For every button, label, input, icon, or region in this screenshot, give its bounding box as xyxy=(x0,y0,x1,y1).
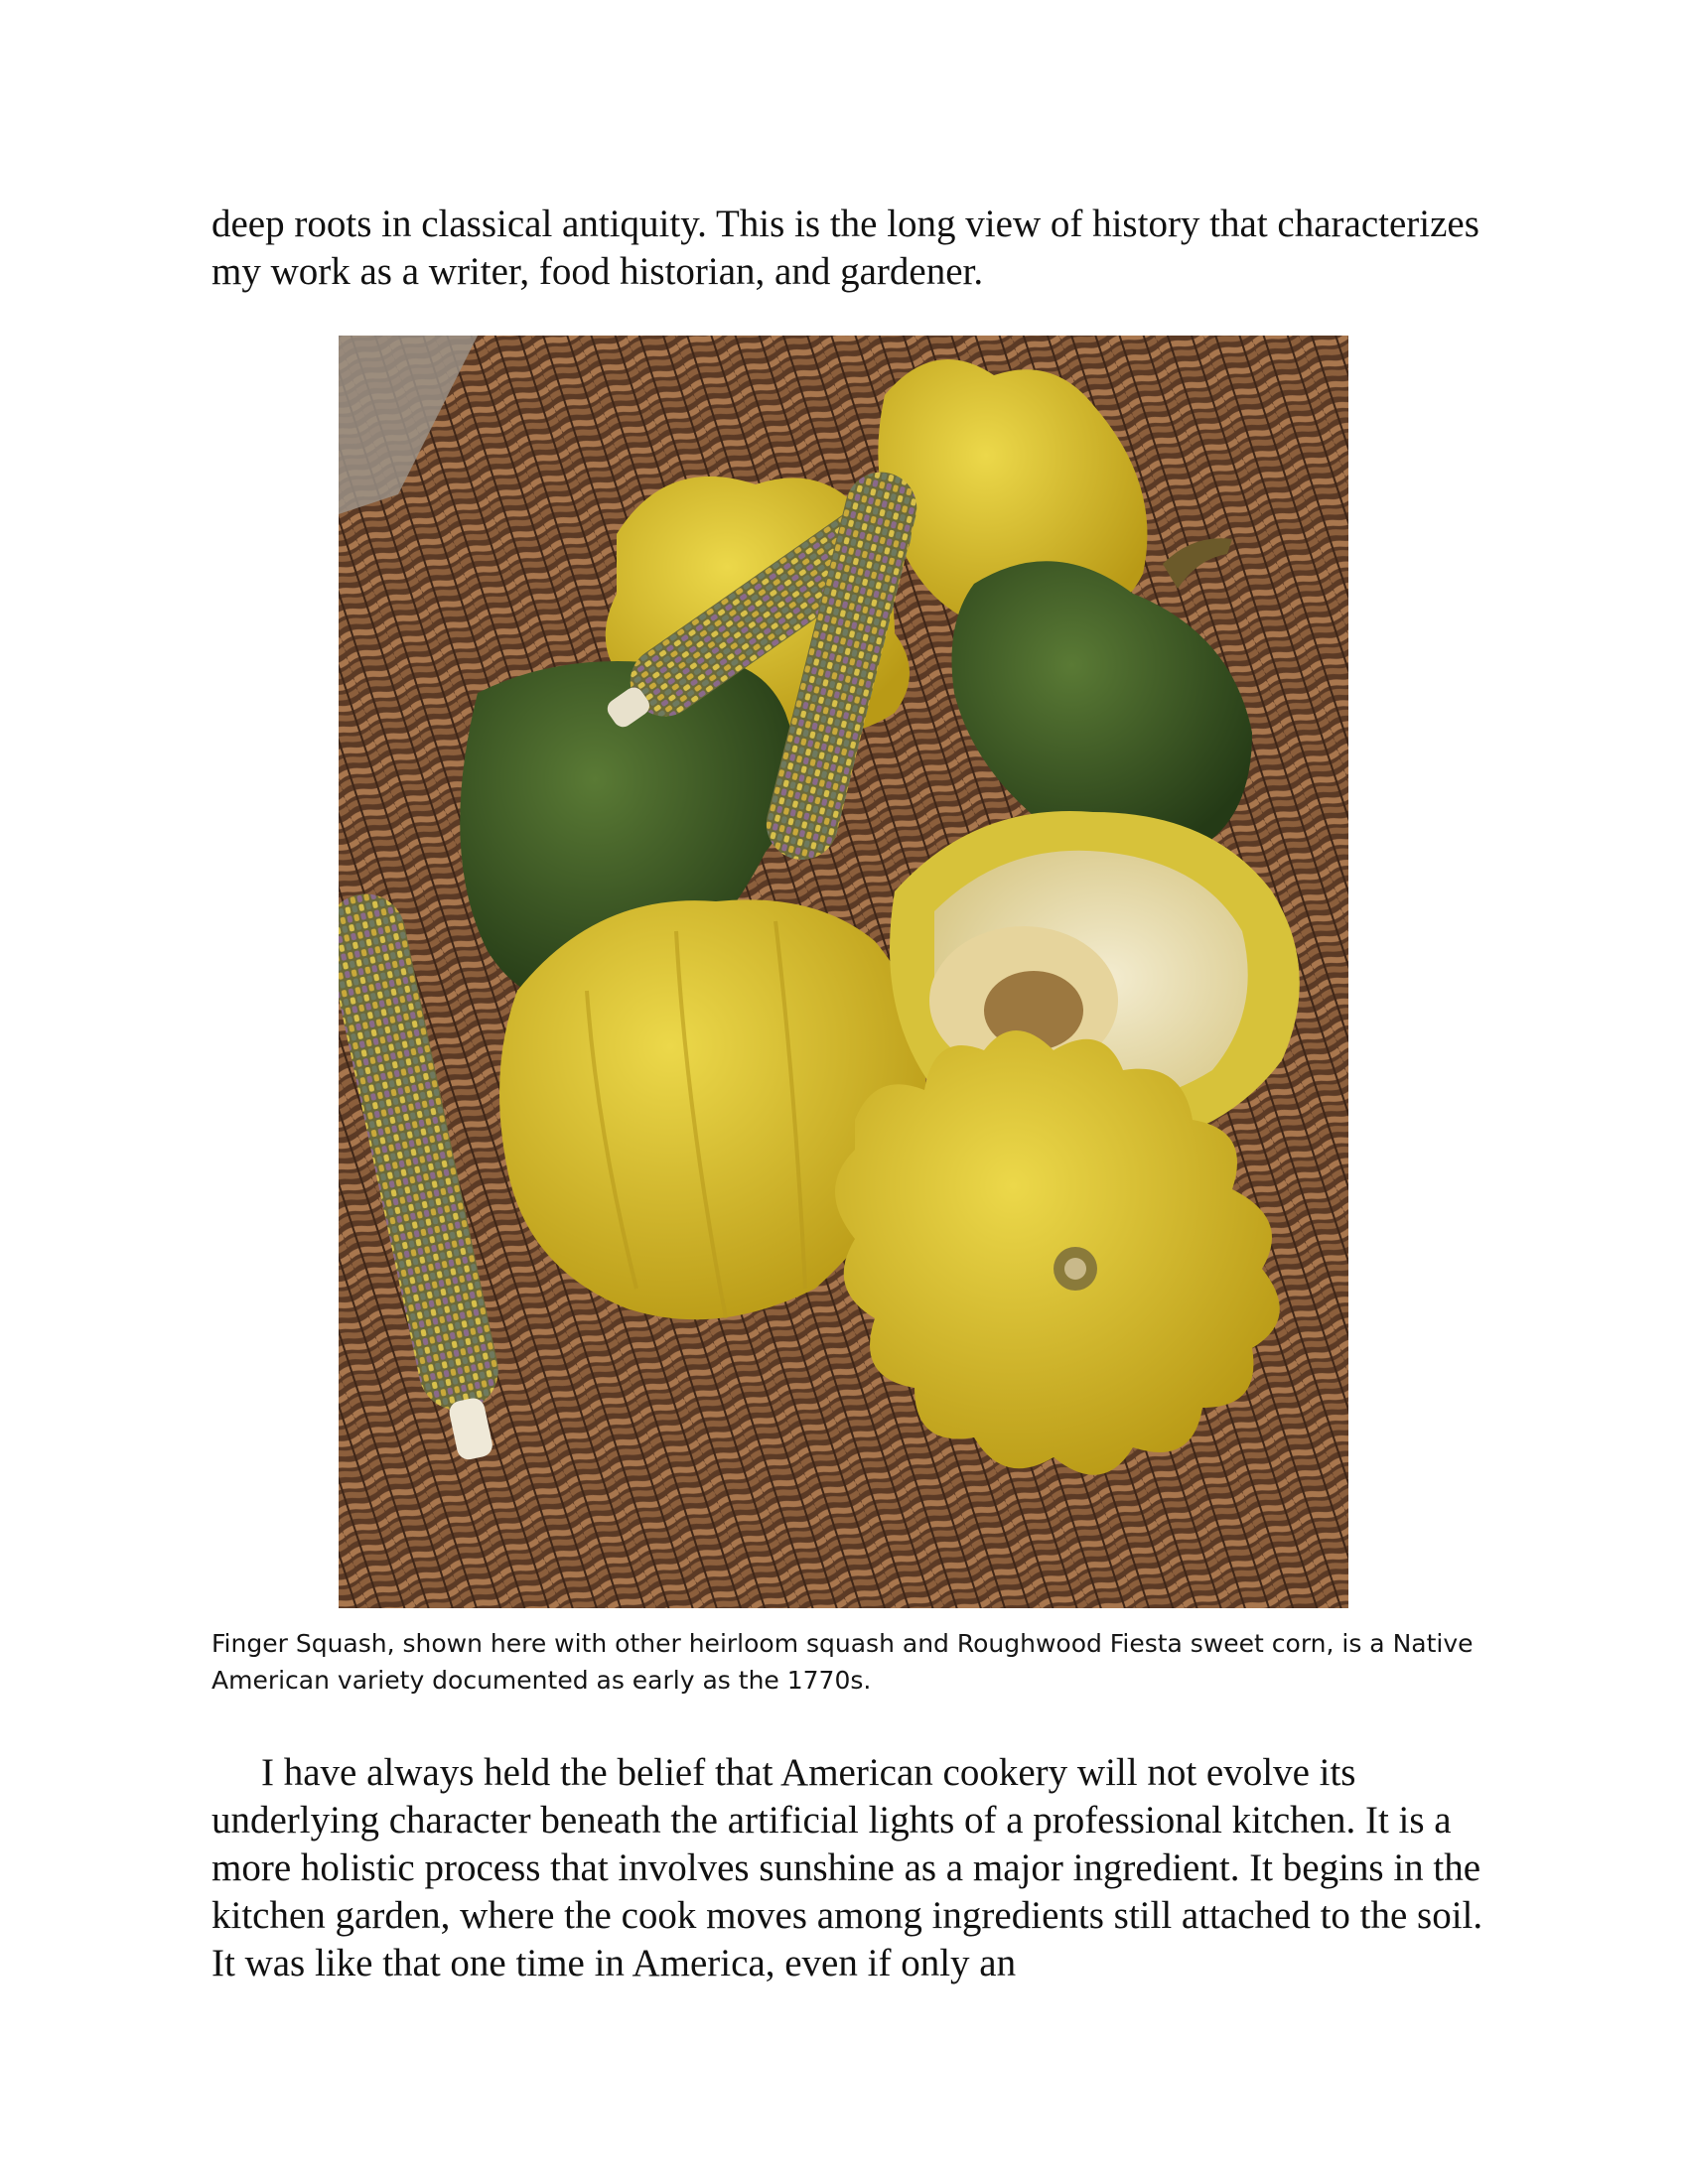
figure-caption: Finger Squash, shown here with other heirloom squash and Roughwood Fiesta sweet corn, is a Native American variety documented as early as the 1770s. xyxy=(211,1629,1474,1695)
photo-illustration xyxy=(339,336,1348,1608)
body-paragraph-bottom: I have always held the belief that American cookery will not evolve its underlying character beneath the artificial lights of a professional kitchen. It is a more holistic process that involves sunshine as a major ingredient. It begins in the kitchen garden, where the cook moves among ingredients still attached to the soil. It was like that one time in America, even if only an xyxy=(211,1751,1483,1984)
body-paragraph-top: deep roots in classical antiquity. This is the long view of history that characterizes my work as a writer, food historian, and gardener. xyxy=(211,203,1479,293)
figure-photo-squash-and-corn xyxy=(339,336,1348,1608)
